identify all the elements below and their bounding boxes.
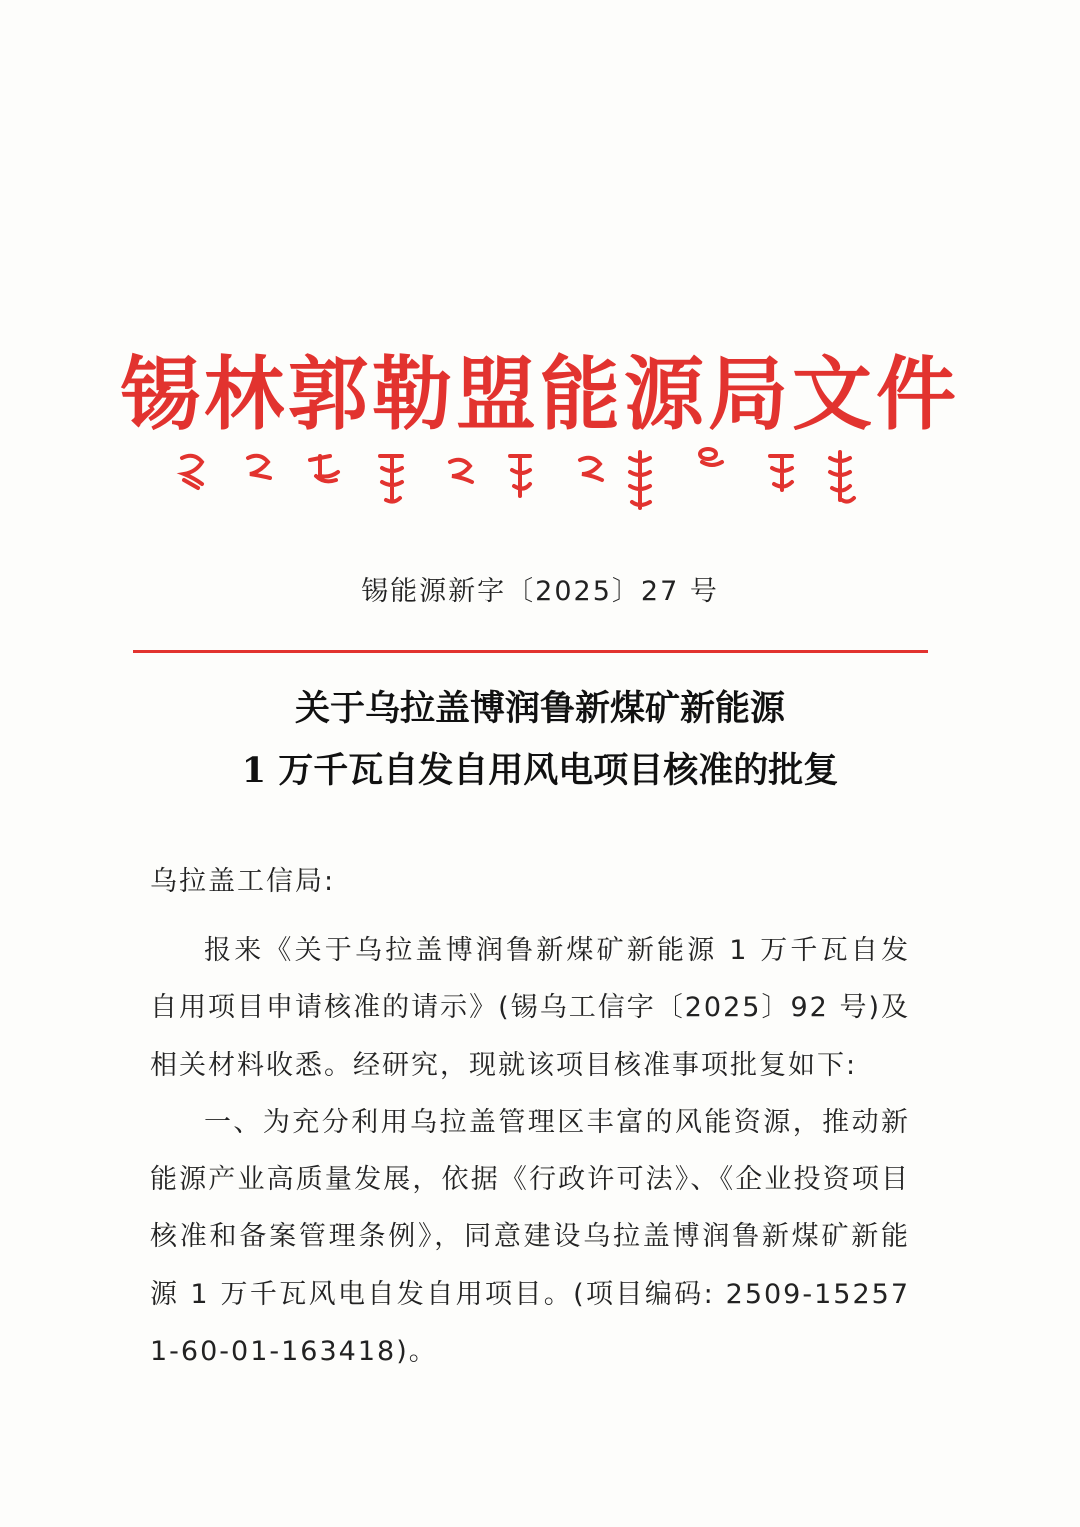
mongolian-word-8 xyxy=(630,452,650,508)
document-body xyxy=(150,922,910,1380)
document-title xyxy=(0,678,1080,802)
body-paragraph-2: 一、为充分利用乌拉盖管理区丰富的风能资源，推动新能源产业高质量发展，依据《行政许可法》、《企业投资项目核准和备案管理条例》，同意建设乌拉盖博润鲁新煤矿新能源 1 万千瓦风电自发自用项目。(项目编码: 2509-152571-60-01-163418)。 xyxy=(150,1106,910,1368)
mongolian-word-9 xyxy=(700,449,722,465)
addressee: 乌拉盖工信局: xyxy=(150,866,336,897)
title-line-1: 关于乌拉盖博润鲁新煤矿新能源 xyxy=(294,688,785,729)
red-divider-line xyxy=(133,650,928,653)
document-masthead: 锡林郭勒盟能源局文件 xyxy=(120,348,960,441)
mongolian-word-11 xyxy=(830,452,854,502)
mongolian-word-2 xyxy=(248,456,270,478)
title-line-2: 1 万千瓦自发自用风电项目核准的批复 xyxy=(241,750,839,791)
mongolian-word-1 xyxy=(182,456,202,488)
mongolian-word-6 xyxy=(510,456,530,496)
mongolian-word-4 xyxy=(380,456,402,502)
document-number: 锡能源新字〔2025〕27 号 xyxy=(361,576,719,607)
mongolian-word-7 xyxy=(580,458,602,480)
mongolian-word-5 xyxy=(450,460,472,482)
mongolian-word-10 xyxy=(770,456,792,490)
body-paragraph-1: 报来《关于乌拉盖博润鲁新煤矿新能源 1 万千瓦自发自用项目申请核准的请示》(锡乌工信字〔2025〕92 号)及相关材料收悉。经研究，现就该项目核准事项批复如下: xyxy=(150,935,910,1081)
mongolian-script-masthead xyxy=(170,440,890,518)
mongolian-word-3 xyxy=(310,456,338,481)
